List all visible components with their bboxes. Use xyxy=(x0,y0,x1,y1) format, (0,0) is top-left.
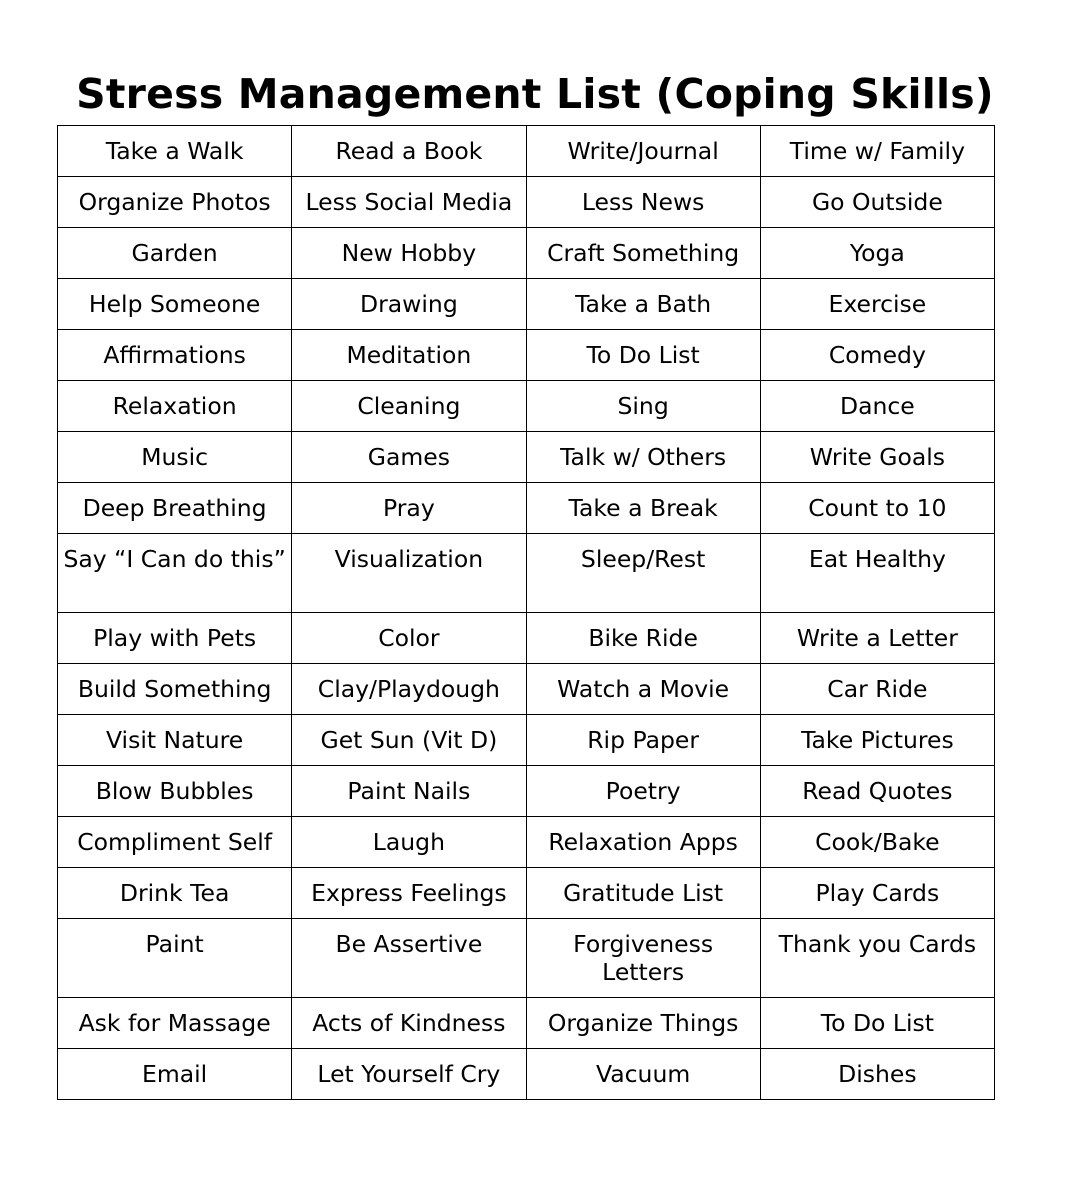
table-row xyxy=(58,868,995,919)
skill-cell: Get Sun (Vit D) xyxy=(292,715,526,766)
skill-cell: Eat Healthy xyxy=(760,534,994,613)
skill-cell: Cook/Bake xyxy=(760,817,994,868)
skill-cell: To Do List xyxy=(760,998,994,1049)
skill-cell: Meditation xyxy=(292,330,526,381)
skill-cell: Yoga xyxy=(760,228,994,279)
table-row xyxy=(58,1049,995,1100)
skill-cell: Visualization xyxy=(292,534,526,613)
skill-cell: Build Something xyxy=(58,664,292,715)
skill-cell: Relaxation Apps xyxy=(526,817,760,868)
skill-cell: Car Ride xyxy=(760,664,994,715)
skill-cell: Help Someone xyxy=(58,279,292,330)
skill-cell: Visit Nature xyxy=(58,715,292,766)
skill-cell: Play Cards xyxy=(760,868,994,919)
table-row xyxy=(58,715,995,766)
table-row xyxy=(58,381,995,432)
skill-cell: Deep Breathing xyxy=(58,483,292,534)
skill-cell: Paint Nails xyxy=(292,766,526,817)
skill-cell: Rip Paper xyxy=(526,715,760,766)
skill-cell: Take Pictures xyxy=(760,715,994,766)
skill-cell: Read Quotes xyxy=(760,766,994,817)
skill-cell: Thank you Cards xyxy=(760,919,994,998)
coping-skills-table xyxy=(57,125,995,1100)
skill-cell: Go Outside xyxy=(760,177,994,228)
skill-cell: Dance xyxy=(760,381,994,432)
skill-cell: Write/Journal xyxy=(526,126,760,177)
skill-cell: Ask for Massage xyxy=(58,998,292,1049)
table-row xyxy=(58,534,995,613)
skill-cell: Drawing xyxy=(292,279,526,330)
skill-cell: Vacuum xyxy=(526,1049,760,1100)
skill-cell: Say “I Can do this” xyxy=(58,534,292,613)
table-row xyxy=(58,279,995,330)
skill-cell: Laugh xyxy=(292,817,526,868)
skill-cell: Take a Bath xyxy=(526,279,760,330)
skill-cell: Take a Walk xyxy=(58,126,292,177)
skill-cell: Less News xyxy=(526,177,760,228)
skill-cell: Exercise xyxy=(760,279,994,330)
skill-cell: Email xyxy=(58,1049,292,1100)
skill-cell: Clay/Playdough xyxy=(292,664,526,715)
skill-cell: Talk w/ Others xyxy=(526,432,760,483)
skill-cell: Games xyxy=(292,432,526,483)
skill-cell: Craft Something xyxy=(526,228,760,279)
table-row xyxy=(58,766,995,817)
skill-cell: Poetry xyxy=(526,766,760,817)
skill-cell: Play with Pets xyxy=(58,613,292,664)
page-title: Stress Management List (Coping Skills) xyxy=(76,70,994,118)
table-row xyxy=(58,330,995,381)
skill-cell: Read a Book xyxy=(292,126,526,177)
skill-cell: Organize Things xyxy=(526,998,760,1049)
coping-skills-table-body xyxy=(58,126,995,1100)
skill-cell: Time w/ Family xyxy=(760,126,994,177)
skill-cell: Dishes xyxy=(760,1049,994,1100)
table-row xyxy=(58,177,995,228)
table-row xyxy=(58,483,995,534)
skill-cell: Bike Ride xyxy=(526,613,760,664)
table-row xyxy=(58,228,995,279)
skill-cell: Blow Bubbles xyxy=(58,766,292,817)
skill-cell: Gratitude List xyxy=(526,868,760,919)
skill-cell: Garden xyxy=(58,228,292,279)
skill-cell: Pray xyxy=(292,483,526,534)
skill-cell: Be Assertive xyxy=(292,919,526,998)
skill-cell: Acts of Kindness xyxy=(292,998,526,1049)
table-row xyxy=(58,919,995,998)
skill-cell: Music xyxy=(58,432,292,483)
skill-cell: Paint xyxy=(58,919,292,998)
table-row xyxy=(58,613,995,664)
skill-cell: Watch a Movie xyxy=(526,664,760,715)
skill-cell: Sleep/Rest xyxy=(526,534,760,613)
skill-cell: Sing xyxy=(526,381,760,432)
skill-cell: Comedy xyxy=(760,330,994,381)
table-row xyxy=(58,664,995,715)
skill-cell: Count to 10 xyxy=(760,483,994,534)
skill-cell: Color xyxy=(292,613,526,664)
skill-cell: Take a Break xyxy=(526,483,760,534)
skill-cell: Relaxation xyxy=(58,381,292,432)
skill-cell: Write Goals xyxy=(760,432,994,483)
skill-cell: Drink Tea xyxy=(58,868,292,919)
skill-cell: Let Yourself Cry xyxy=(292,1049,526,1100)
skill-cell: Less Social Media xyxy=(292,177,526,228)
skill-cell: Express Feelings xyxy=(292,868,526,919)
skill-cell: Affirmations xyxy=(58,330,292,381)
skill-cell: Cleaning xyxy=(292,381,526,432)
skill-cell: Write a Letter xyxy=(760,613,994,664)
table-row xyxy=(58,126,995,177)
skill-cell: To Do List xyxy=(526,330,760,381)
skill-cell: New Hobby xyxy=(292,228,526,279)
skill-cell: Compliment Self xyxy=(58,817,292,868)
table-row xyxy=(58,432,995,483)
table-row xyxy=(58,817,995,868)
skill-cell: Organize Photos xyxy=(58,177,292,228)
table-row xyxy=(58,998,995,1049)
skill-cell: Forgiveness Letters xyxy=(526,919,760,998)
